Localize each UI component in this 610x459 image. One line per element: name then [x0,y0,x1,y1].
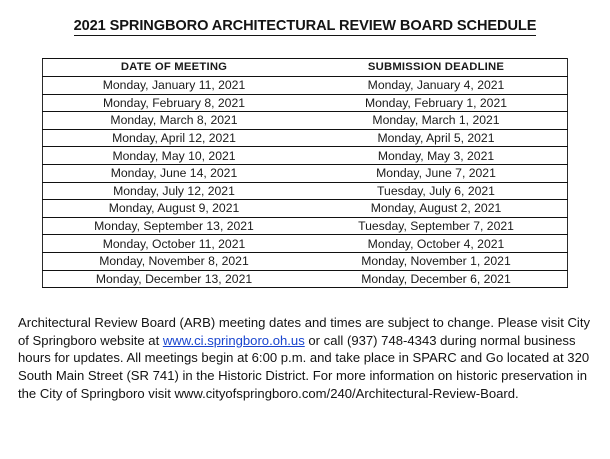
table-row [43,200,568,218]
cell-submission-deadline: Tuesday, July 6, 2021 [305,182,568,200]
table-header-row [43,59,568,77]
table-row [43,252,568,270]
cell-meeting-date: Monday, November 8, 2021 [43,252,306,270]
cell-submission-deadline: Monday, June 7, 2021 [305,164,568,182]
cell-submission-deadline: Monday, December 6, 2021 [361,271,511,286]
note-text-part-one: Architectural Review Board (ARB) meeting dates and times are subject to change. Please visit City of Springboro website at [18,315,591,348]
schedule-table-container [42,58,568,288]
table-row [43,235,568,253]
cell-meeting-date: Monday, April 12, 2021 [43,129,306,147]
note-text-part-two: or call (937) 748-4343 during normal business hours for updates. All meetings begin at 6:00 p.m. and take place in SPARC and Go located at 320 South Main Street (SR 741) in the Historic District. For more information on historic preservation in the City of Springboro visit [18,332,590,401]
document-header [0,0,610,36]
cell-meeting-date: Monday, July 12, 2021 [43,182,306,200]
cell-meeting-date: Monday, February 8, 2021 [43,94,306,112]
table-body [43,77,568,288]
table-row [43,182,568,200]
meeting-schedule-table [42,58,568,288]
table-row [43,129,568,147]
table-row [43,147,568,165]
cell-submission-deadline: Monday, March 1, 2021 [305,112,568,130]
cell-submission-deadline: Monday, January 4, 2021 [305,77,568,95]
cell-meeting-date: Monday, August 9, 2021 [43,200,306,218]
table-row [43,217,568,235]
cell-submission-deadline: Monday, October 4, 2021 [305,235,568,253]
arb-page-url-text: www.cityofspringboro.com/240/Architectural-Review-Board. [174,385,519,401]
table-row [43,77,568,95]
table-row [43,94,568,112]
cell-submission-deadline: Monday, May 3, 2021 [305,147,568,165]
page-title: 2021 SPRINGBORO ARCHITECTURAL REVIEW BOARD SCHEDULE [73,18,537,34]
column-header-date-of-meeting: DATE OF MEETING [43,59,306,77]
column-header-submission-deadline: SUBMISSION DEADLINE [305,59,568,77]
springboro-website-link[interactable]: www.ci.springboro.oh.us [162,332,305,348]
cell-meeting-date: Monday, January 11, 2021 [43,77,306,95]
cell-meeting-date: Monday, December 13, 2021 [95,271,253,286]
table-row [43,164,568,182]
cell-submission-deadline: Monday, November 1, 2021 [305,252,568,270]
cell-meeting-date: Monday, May 10, 2021 [43,147,306,165]
cell-submission-deadline: Monday, August 2, 2021 [305,200,568,218]
cell-meeting-date: Monday, October 11, 2021 [43,235,306,253]
schedule-note-paragraph [18,314,594,402]
cell-submission-deadline: Monday, February 1, 2021 [305,94,568,112]
table-row [43,270,568,288]
cell-meeting-date: Monday, September 13, 2021 [43,217,306,235]
cell-meeting-date: Monday, March 8, 2021 [43,112,306,130]
table-header [43,59,568,77]
cell-submission-deadline: Tuesday, September 7, 2021 [305,217,568,235]
cell-submission-deadline: Monday, April 5, 2021 [305,129,568,147]
cell-meeting-date: Monday, June 14, 2021 [43,164,306,182]
table-row [43,112,568,130]
